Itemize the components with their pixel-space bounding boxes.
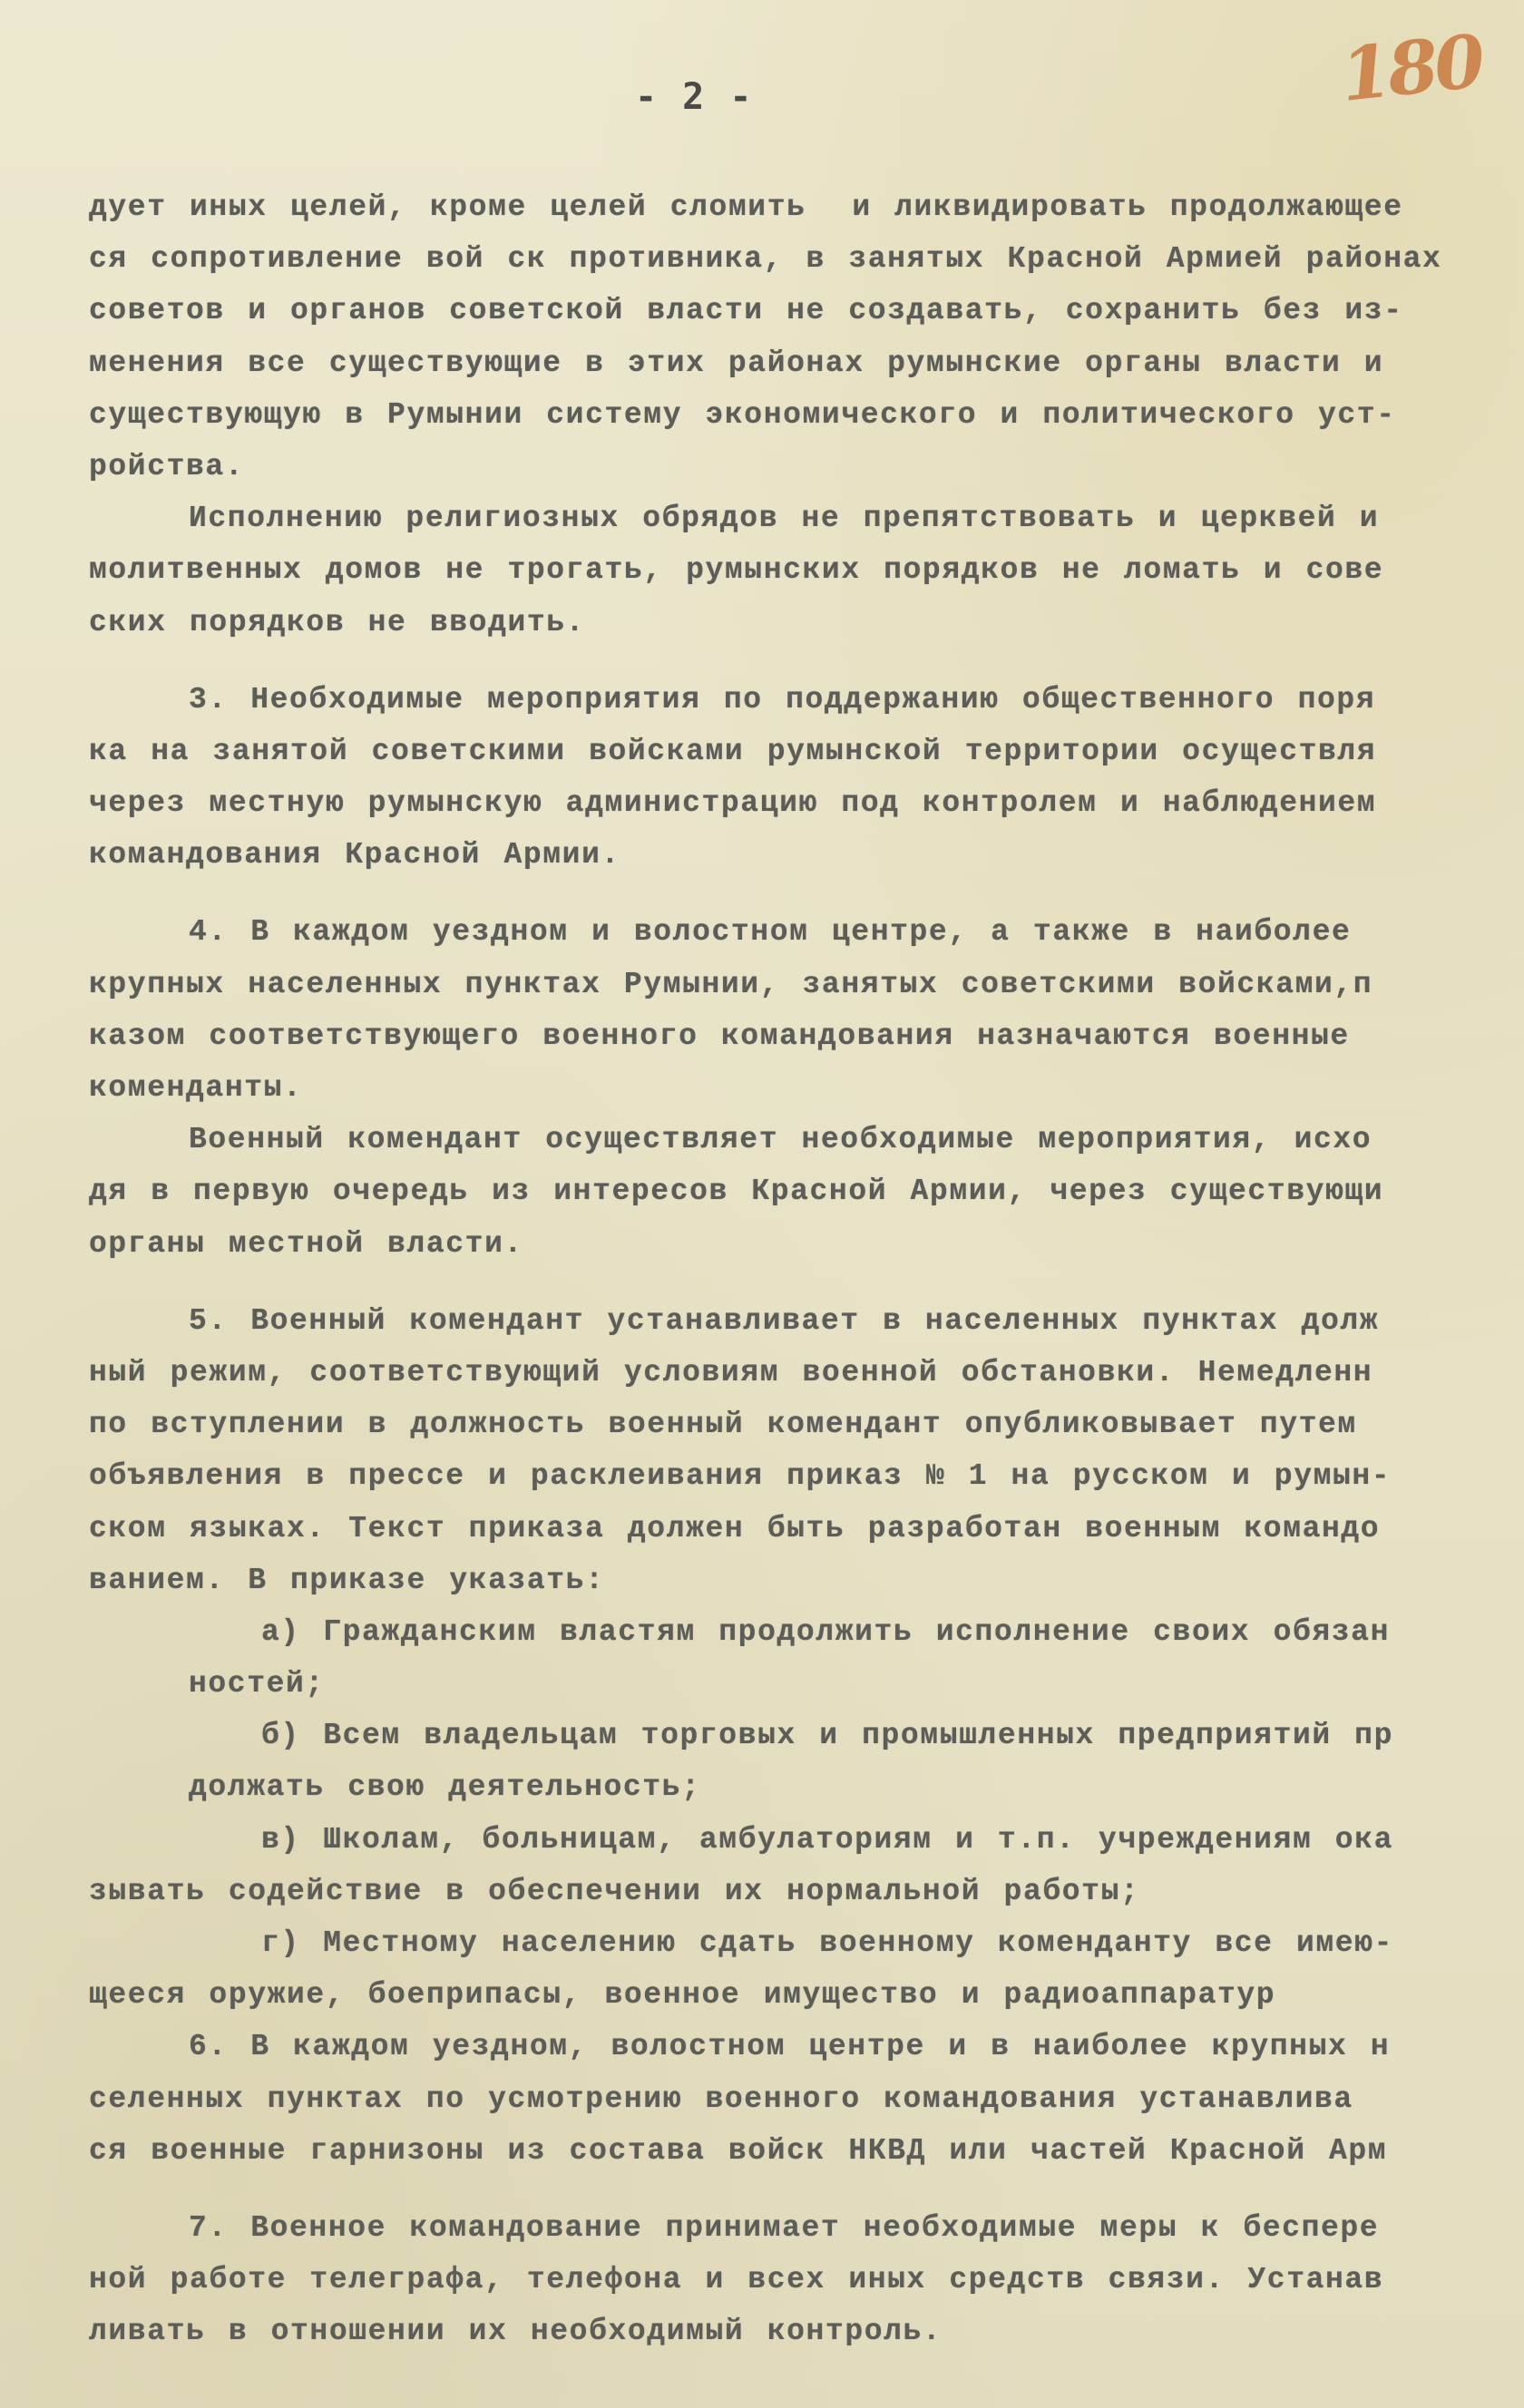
text-line: зывать содействие в обеспечении их нормальной работы;	[89, 1874, 1140, 1908]
paragraph-gap	[89, 648, 1524, 674]
text-line: ся сопротивление вой ск противника, в занятых Красной Армией районах	[89, 242, 1442, 277]
paragraph-7	[89, 2202, 1524, 2358]
paragraph-gap	[89, 881, 1524, 906]
list-item-a	[89, 1606, 1524, 1710]
paragraph-4	[89, 906, 1524, 1114]
text-line: коменданты.	[89, 1071, 303, 1105]
text-line: по вступлении в должность военный комендант опубликовывает путем	[89, 1408, 1357, 1442]
text-line: через местную румынскую администрацию под контролем и наблюдением	[89, 786, 1377, 821]
document-body	[89, 181, 1524, 2358]
text-line: ся военные гарнизоны из состава войск НКВД или частей Красной Арм	[89, 2133, 1388, 2168]
text-line: органы местной власти.	[89, 1226, 523, 1261]
text-line: 5. Военный комендант устанавливает в населенных пунктах долж	[189, 1303, 1380, 1338]
paragraph-6	[89, 2021, 1524, 2177]
text-line: ских порядков не вводить.	[89, 605, 586, 639]
text-line: ка на занятой советскими войсками румынской территории осуществля	[89, 734, 1377, 768]
paragraph-gap	[89, 2177, 1524, 2202]
list-item-v	[89, 1814, 1524, 1917]
text-line: 3. Необходимые мероприятия по поддержанию общественного поря	[189, 682, 1376, 717]
text-line: 7. Военное командование принимает необходимые меры к беспере	[189, 2210, 1380, 2245]
text-line: советов и органов советской власти не создавать, сохранить без из-	[89, 294, 1403, 328]
text-line: щееся оружие, боеприпасы, военное имущество и радиоаппаратур	[89, 1978, 1276, 2013]
list-item-g	[89, 1917, 1524, 2021]
list-item-b	[89, 1710, 1524, 1813]
text-line: дует иных целей, кроме целей сломить и ликвидировать продолжающее	[89, 190, 1403, 224]
text-line: ный режим, соответствующий условиям военной обстановки. Немедленн	[89, 1355, 1373, 1389]
text-line: 4. В каждом уездном и волостном центре, а также в наиболее	[189, 915, 1352, 950]
text-line: г) Местному населению сдать военному коменданту все имею-	[261, 1926, 1393, 1960]
text-line: ностей;	[189, 1667, 325, 1701]
text-line: менения все существующие в этих районах румынские органы власти и	[89, 346, 1384, 380]
paragraph-2	[89, 492, 1524, 648]
text-line: 6. В каждом уездном, волостном центре и в наиболее крупных н	[189, 2030, 1391, 2064]
paragraph-5	[89, 1295, 1524, 1606]
text-line: ском языках. Текст приказа должен быть разработан военным командо	[89, 1511, 1381, 1545]
text-line: объявления в прессе и расклеивания приказ № 1 на русском и румын-	[89, 1459, 1392, 1494]
text-line: ванием. В приказе указать:	[89, 1563, 605, 1597]
text-line: Исполнению религиозных обрядов не препятствовать и церквей и	[189, 502, 1380, 536]
archive-page-number: 180	[1336, 18, 1486, 118]
text-line: в) Школам, больницам, амбулаториям и т.п. учреждениям ока	[261, 1822, 1393, 1857]
text-line: молитвенных домов не трогать, румынских порядков не ломать и сове	[89, 553, 1384, 588]
paragraph-4b	[89, 1114, 1524, 1270]
paragraph-gap	[89, 1270, 1524, 1295]
text-line: должать свою деятельность;	[189, 1770, 701, 1805]
text-line: селенных пунктах по усмотрению военного командования устанавлива	[89, 2081, 1353, 2116]
text-line: крупных населенных пунктах Румынии, занятых советскими войсками,п	[89, 967, 1373, 1001]
text-line: дя в первую очередь из интересов Красной Армии, через существующи	[89, 1175, 1384, 1209]
text-line: Военный комендант осуществляет необходимые мероприятия, исхо	[189, 1123, 1373, 1157]
paragraph-3	[89, 674, 1524, 882]
text-line: командования Красной Армии.	[89, 838, 620, 873]
text-line: существующую в Румынии систему экономического и политического уст-	[89, 397, 1396, 432]
text-line: б) Всем владельцам торговых и промышленных предприятий пр	[261, 1719, 1393, 1753]
text-line: казом соответствующего военного командования назначаются военные	[89, 1019, 1350, 1053]
page-number: - 2 -	[635, 76, 754, 118]
text-line: ной работе телеграфа, телефона и всех иных средств связи. Устанав	[89, 2263, 1384, 2297]
text-line: ливать в отношении их необходимый контроль.	[89, 2315, 943, 2349]
paragraph-1	[89, 181, 1524, 492]
text-line: ройства.	[89, 449, 245, 483]
text-line: а) Гражданским властям продолжить исполнение своих обязан	[261, 1614, 1390, 1649]
